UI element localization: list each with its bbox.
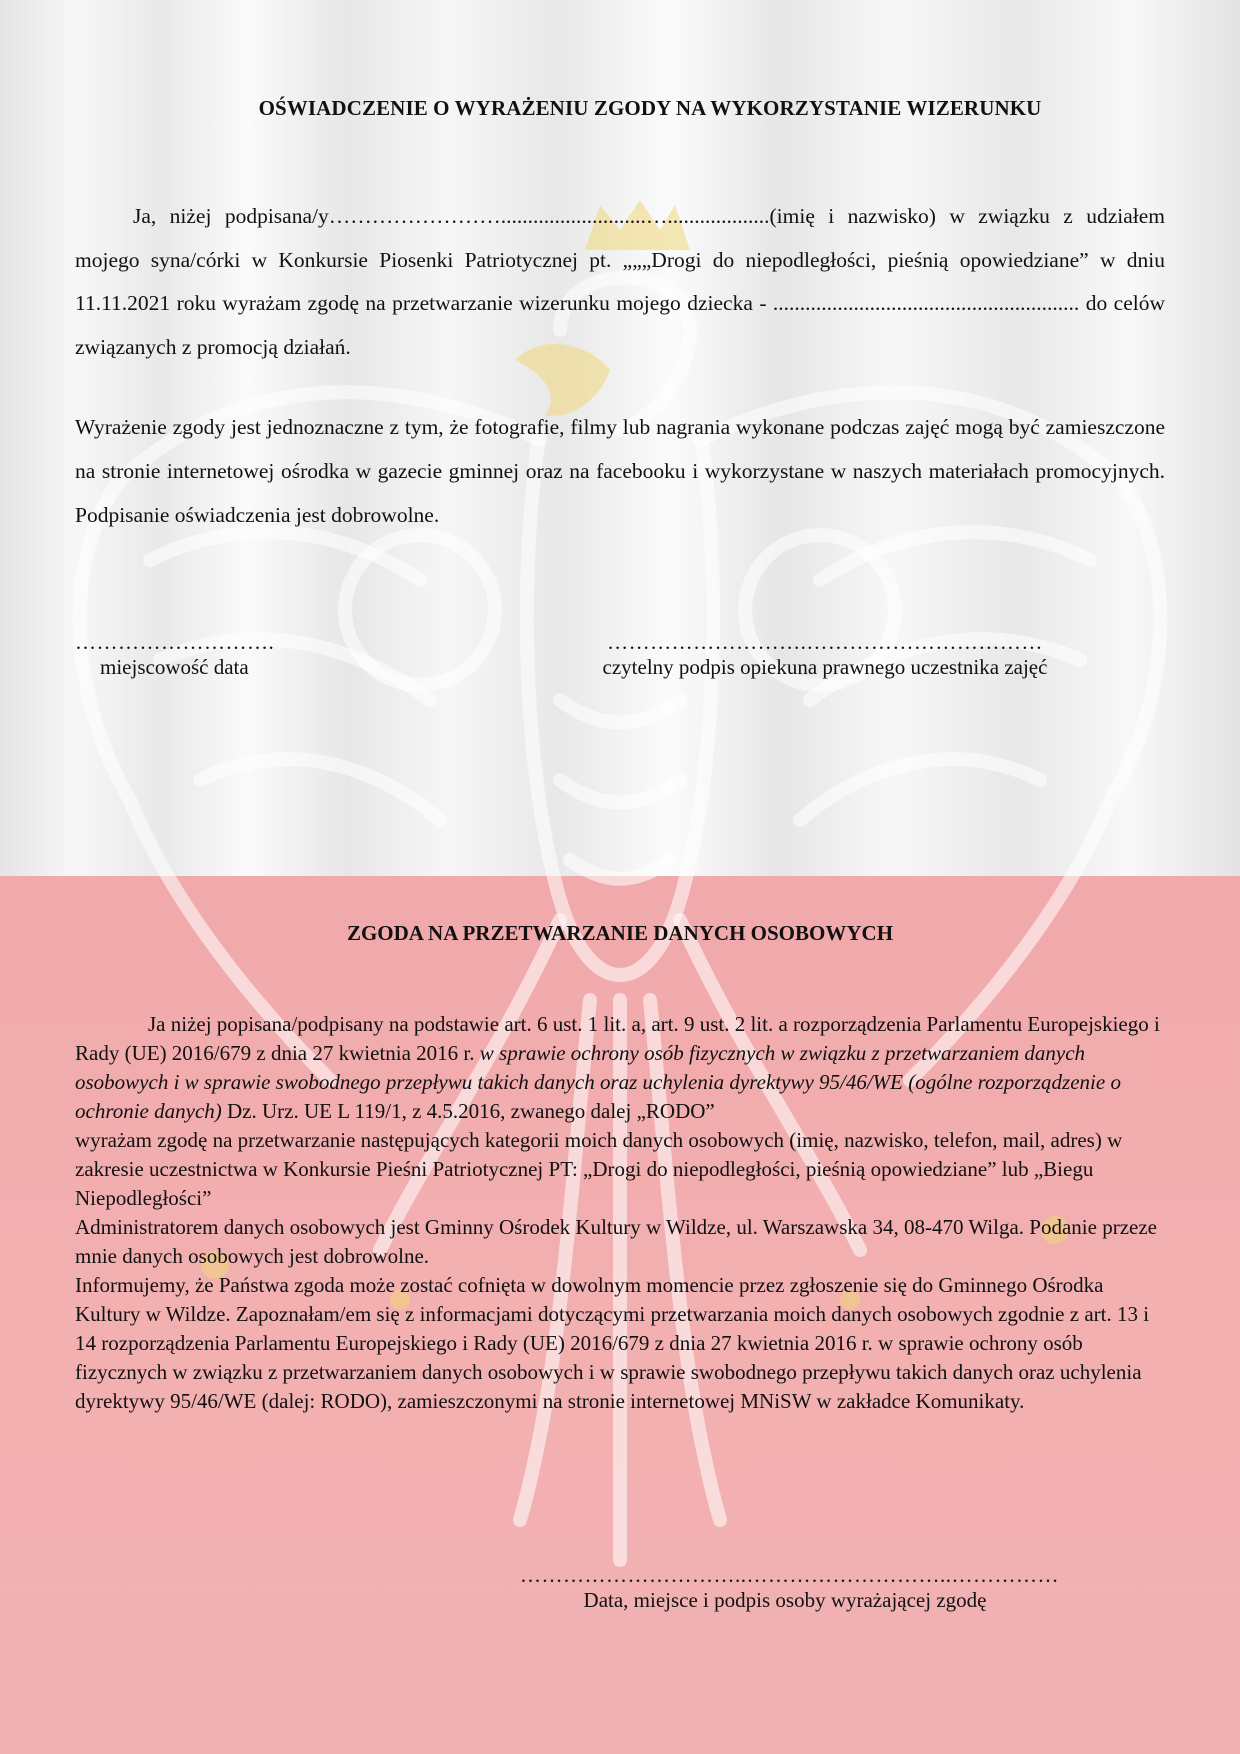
image-consent-paragraph-1-text: Ja, niżej podpisana/y……………………...........................…...................(imię i nazwisko) w związku z udziałem mojego syna/córki w Konkursie Piosenki Patriotycznej pt. „„„Drogi do niepodległości, pieśnią opowiedziane” w dniu 11.11.2021 roku wyrażam zgodę na przetwarzanie wizerunku mojego dziecka - ......................................................... do celów związanych z promocją działań. xyxy=(75,204,1165,359)
gdpr-paragraph-1 xyxy=(75,1010,1165,1126)
gdpr-paragraph-2: wyrażam zgodę na przetwarzanie następujących kategorii moich danych osobowych (imię, nazwisko, telefon, mail, adres) w zakresie uczestnictwa w Konkursie Pieśni Patriotycznej PT: „Drogi do niepodległości, pieśnią opowiedziane” lub „Biegu Niepodległości” xyxy=(75,1128,1123,1210)
image-consent-title: OŚWIADCZENIE O WYRAŻENIU ZGODY NA WYKORZYSTANIE WIZERUNKU xyxy=(258,96,1042,120)
gdpr-body xyxy=(75,1010,1165,1416)
gdpr-p1-text: Ja niżej popisana/podpisany na podstawie art. 6 ust. 1 lit. a, art. 9 ust. 2 lit. a rozporządzenia Parlamentu Europejskiego i Rady (UE) 2016/679 z dnia 27 kwietnia 2016 r. xyxy=(75,1012,1160,1065)
gdpr-paragraph-4: Informujemy, że Państwa zgoda może zostać cofnięta w dowolnym momencie przez zgłoszenie się do Gminnego Ośrodka Kultury w Wildze. Zapoznałam/em się z informacjami dotyczącymi przetwarzania moich danych osobowych zgodnie z art. 13 i 14 rozporządzenia Parlamentu Europejskiego i Rady (UE) 2016/679 z dnia 27 kwietnia 2016 r. w sprawie ochrony osób fizycznych w związku z przetwarzaniem danych osobowych i w sprawie swobodnego przepływu takich danych oraz uchylenia dyrektywy 95/46/WE (dalej: RODO), zamieszczonymi na stronie internetowej MNiSW w zakładce Komunikaty. xyxy=(75,1273,1150,1413)
guardian-signature xyxy=(590,630,1060,680)
gdpr-paragraph-3: Administratorem danych osobowych jest Gminny Ośrodek Kultury w Wildze, ul. Warszawska 34, 08-470 Wilga. Podanie przeze mnie danych osobowych jest dobrowolne. xyxy=(75,1215,1157,1268)
place-date-signature xyxy=(75,630,274,680)
image-consent-paragraph-1 xyxy=(75,195,1165,369)
gdpr-p1-italic: w sprawie ochrony osób fizycznych w związku z przetwarzaniem danych osobowych i w sprawie swobodnego przepływu takich danych oraz uchylenia dyrektywy 95/46/WE (ogólne rozporządzenie o ochronie danych) xyxy=(75,1041,1121,1123)
gdpr-p1-tail: Dz. Urz. UE L 119/1, z 4.5.2016, zwanego dalej „RODO” xyxy=(221,1099,715,1123)
image-consent-paragraph-2: Wyrażenie zgody jest jednoznaczne z tym, że fotografie, filmy lub nagrania wykonane podczas zajęć mogą być zamieszczone na stronie internetowej ośrodka w gazecie gminnej oraz na facebooku i wykorzystane w naszych materiałach promocyjnych. Podpisanie oświadczenia jest dobrowolne. xyxy=(75,415,1165,527)
gdpr-signature xyxy=(520,1563,1059,1613)
signature-line: ……………………….…………………………… xyxy=(607,630,1043,654)
gdpr-title: ZGODA NA PRZETWARZANIE DANYCH OSOBOWYCH xyxy=(346,921,894,945)
signature-label: Data, miejsce i podpis osoby wyrażającej zgodę xyxy=(583,1588,987,1612)
signature-line: …………………………..………………………..…………… xyxy=(520,1563,1059,1587)
signature-label: miejscowość data xyxy=(100,655,249,679)
signature-label: czytelny podpis opiekuna prawnego uczestnika zajęć xyxy=(602,655,1048,679)
signature-line: ………………………. xyxy=(75,630,275,654)
